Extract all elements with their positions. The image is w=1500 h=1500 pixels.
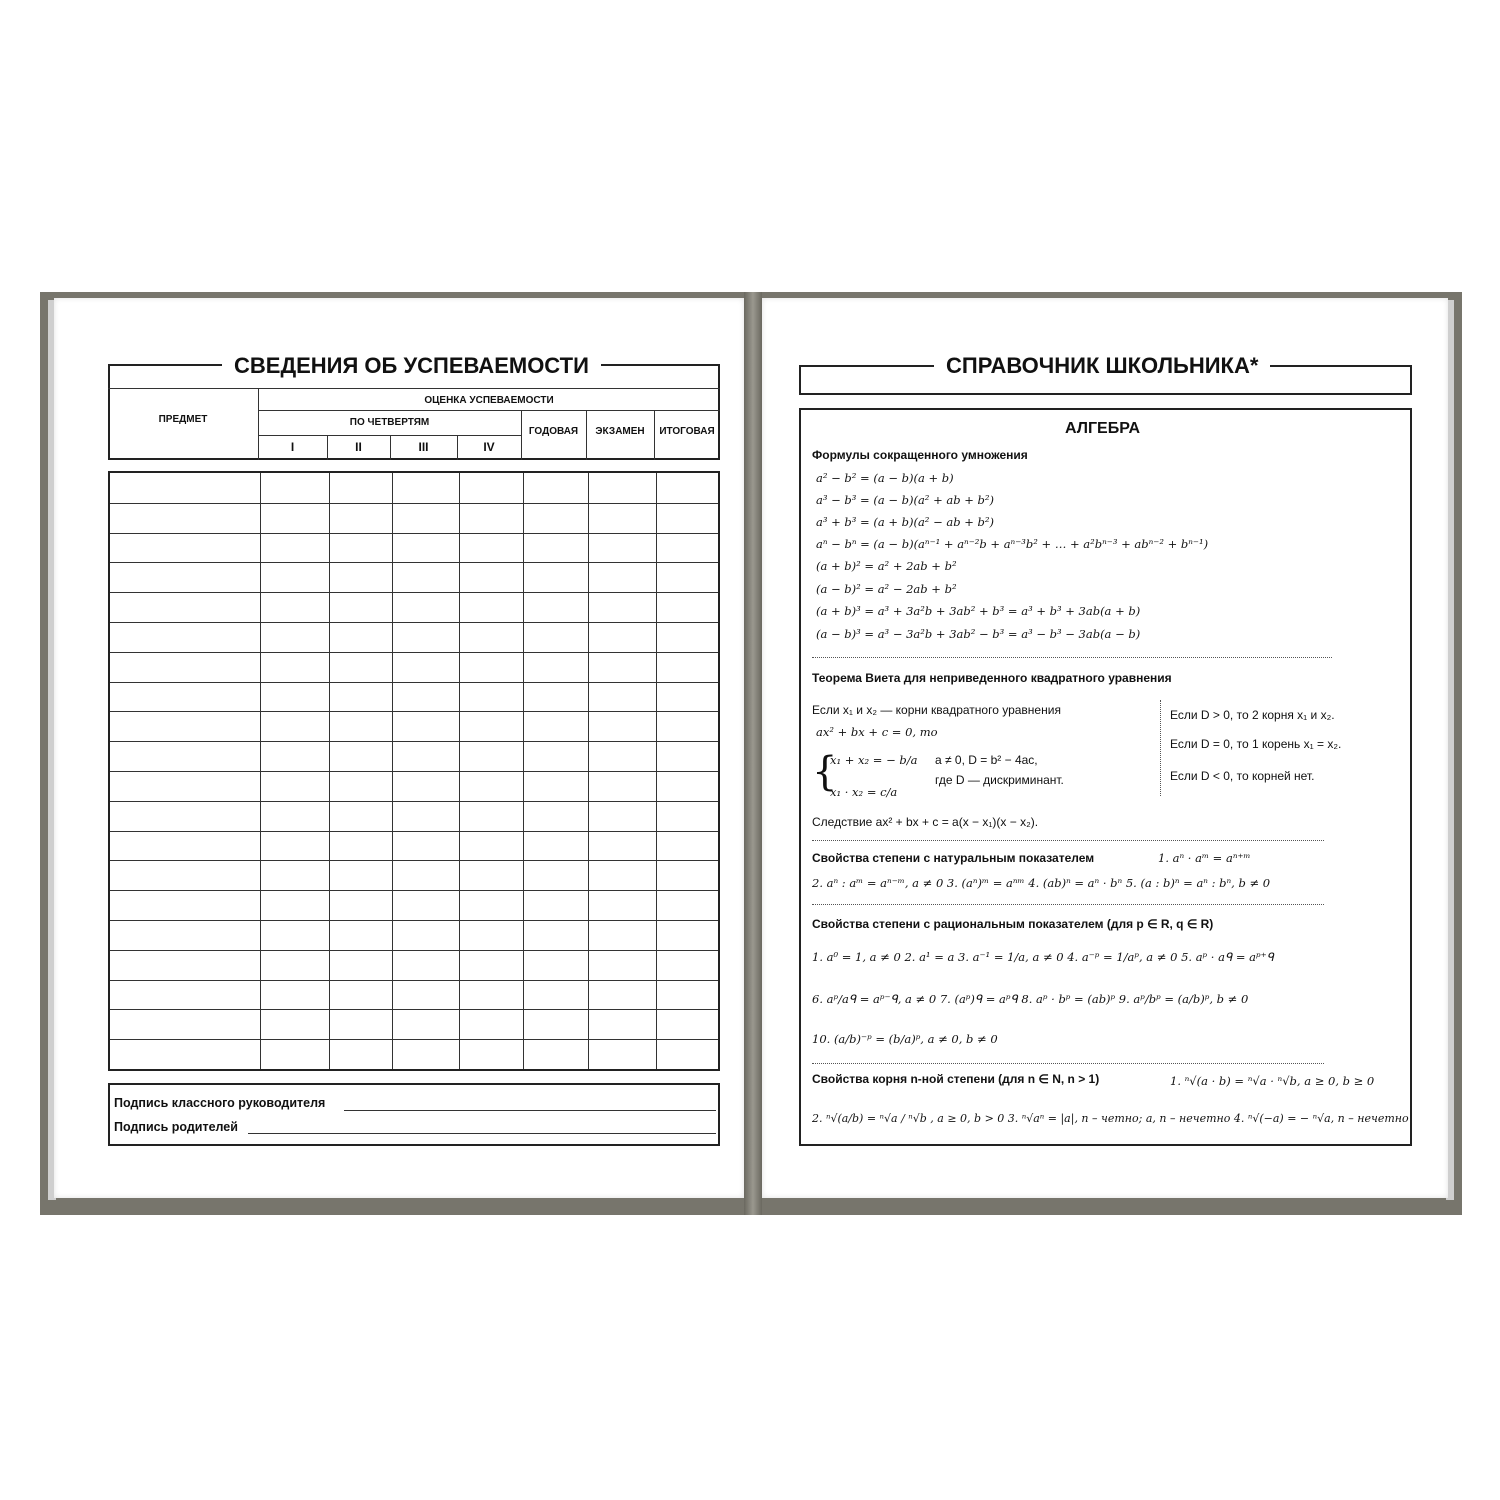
yearly-header: ГОДОВАЯ bbox=[528, 426, 579, 437]
parents-signature-line bbox=[248, 1133, 716, 1134]
grid-column-line bbox=[656, 473, 657, 1069]
grid-column-line bbox=[459, 473, 460, 1069]
rational-power-line-2: 6. aᵖ/aᑫ = aᵖ⁻ᑫ, a ≠ 0 7. (aᵖ)ᑫ = aᵖᑫ 8. aᵖ · bᵖ = (ab)ᵖ 9. aᵖ/bᵖ = (a/b)ᵖ, b ≠ 0 bbox=[812, 992, 1249, 1006]
grid-row-line bbox=[110, 652, 718, 653]
discriminant-positive: Если D > 0, то 2 корня x₁ и x₂. bbox=[1170, 708, 1335, 722]
grid-row-line bbox=[110, 622, 718, 623]
root-title: Свойства корня n-ной степени (для n ∈ N, n > 1) bbox=[812, 1072, 1100, 1086]
discriminant-zero: Если D = 0, то 1 корень x₁ = x₂. bbox=[1170, 737, 1342, 751]
formula-1: a² − b² = (a − b)(a + b) bbox=[816, 471, 954, 485]
grid-row-line bbox=[110, 890, 718, 891]
quarter-1-header: I bbox=[290, 440, 295, 454]
divider-2 bbox=[812, 840, 1324, 841]
grid-row-line bbox=[110, 1039, 718, 1040]
grid-row-line bbox=[110, 771, 718, 772]
left-page-title: СВЕДЕНИЯ ОБ УСПЕВАЕМОСТИ bbox=[222, 353, 601, 379]
formula-6: (a − b)² = a² − 2ab + b² bbox=[816, 582, 957, 596]
book-spine bbox=[744, 292, 762, 1215]
vieta-brace: { bbox=[812, 749, 838, 795]
subject-header: ПРЕДМЕТ bbox=[158, 414, 208, 425]
parents-signature-label: Подпись родителей bbox=[114, 1120, 238, 1134]
formula-7: (a + b)³ = a³ + 3a²b + 3ab² + b³ = a³ + b³ + 3ab(a + b) bbox=[816, 604, 1141, 618]
formula-4: aⁿ − bⁿ = (a − b)(aⁿ⁻¹ + aⁿ⁻²b + aⁿ⁻³b² + … + a²bⁿ⁻³ + abⁿ⁻² + bⁿ⁻¹) bbox=[816, 537, 1209, 551]
formula-2: a³ − b³ = (a − b)(a² + ab + b²) bbox=[816, 493, 994, 507]
teacher-signature-label: Подпись классного руководителя bbox=[114, 1096, 326, 1110]
vieta-condition-1: a ≠ 0, D = b² − 4ac, bbox=[935, 753, 1038, 767]
rational-power-line-3: 10. (a/b)⁻ᵖ = (b/a)ᵖ, a ≠ 0, b ≠ 0 bbox=[812, 1032, 998, 1046]
teacher-signature-line bbox=[344, 1110, 716, 1111]
root-formula-1: 1. ⁿ√(a · b) = ⁿ√a · ⁿ√b, a ≥ 0, b ≥ 0 bbox=[1170, 1074, 1375, 1088]
exam-header: ЭКЗАМЕН bbox=[595, 426, 645, 437]
grid-row-line bbox=[110, 562, 718, 563]
algebra-title: АЛГЕБРА bbox=[1065, 420, 1141, 437]
grid-row-line bbox=[110, 920, 718, 921]
quarters-header: ПО ЧЕТВЕРТЯМ bbox=[349, 417, 430, 428]
grid-row-line bbox=[110, 741, 718, 742]
right-page-title: СПРАВОЧНИК ШКОЛЬНИКА* bbox=[934, 353, 1270, 379]
grid-row-line bbox=[110, 533, 718, 534]
grades-header: ОЦЕНКА УСПЕВАЕМОСТИ bbox=[424, 395, 554, 406]
grid-row-line bbox=[110, 831, 718, 832]
signature-box bbox=[108, 1083, 720, 1146]
grid-column-line bbox=[329, 473, 330, 1069]
quarter-4-header: IV bbox=[483, 440, 495, 454]
vieta-product: x₁ · x₂ = c/a bbox=[830, 785, 898, 799]
grid-row-line bbox=[110, 1009, 718, 1010]
formula-8: (a − b)³ = a³ − 3a²b + 3ab² − b³ = a³ − b³ − 3ab(a − b) bbox=[816, 627, 1141, 641]
grid-row-line bbox=[110, 860, 718, 861]
root-formulas: 2. ⁿ√(a/b) = ⁿ√a / ⁿ√b , a ≥ 0, b > 0 3. ⁿ√aⁿ = |a|, n – четно; a, n – нечетно 4. ⁿ√(−a) = − ⁿ√a, n – нечетно bbox=[812, 1112, 1409, 1125]
grid-column-line bbox=[392, 473, 393, 1069]
natural-power-formulas: 2. aⁿ : aᵐ = aⁿ⁻ᵐ, a ≠ 0 3. (aⁿ)ᵐ = aⁿᵐ 4. (ab)ⁿ = aⁿ · bⁿ 5. (a : b)ⁿ = aⁿ : bⁿ, b ≠ 0 bbox=[812, 876, 1271, 890]
rational-power-line-1: 1. a⁰ = 1, a ≠ 0 2. a¹ = a 3. a⁻¹ = 1/a, a ≠ 0 4. a⁻ᵖ = 1/aᵖ, a ≠ 0 5. aᵖ · aᑫ = aᵖ⁺ᑫ bbox=[812, 950, 1274, 964]
vieta-title: Теорема Виета для неприведенного квадратного уравнения bbox=[812, 671, 1172, 685]
rational-power-title: Свойства степени с рациональным показателем (для p ∈ R, q ∈ R) bbox=[812, 917, 1214, 931]
natural-power-title: Свойства степени с натуральным показателем bbox=[812, 851, 1095, 865]
vieta-column-divider bbox=[1160, 700, 1161, 796]
divider-1 bbox=[812, 657, 1332, 658]
vieta-corollary: Следствие ax² + bx + c = a(x − x₁)(x − x₂). bbox=[812, 815, 1039, 829]
divider-4 bbox=[812, 1063, 1324, 1064]
natural-power-formula-1: 1. aⁿ · aᵐ = aⁿ⁺ᵐ bbox=[1158, 851, 1251, 865]
grid-row-line bbox=[110, 503, 718, 504]
quarter-2-header: II bbox=[355, 440, 362, 454]
grid-row-line bbox=[110, 801, 718, 802]
discriminant-negative: Если D < 0, то корней нет. bbox=[1170, 769, 1315, 783]
grid-row-line bbox=[110, 950, 718, 951]
vieta-equation: ax² + bx + c = 0, то bbox=[816, 725, 938, 739]
formula-3: a³ + b³ = (a + b)(a² − ab + b²) bbox=[816, 515, 994, 529]
grid-row-line bbox=[110, 980, 718, 981]
grid-column-line bbox=[588, 473, 589, 1069]
vieta-sum: x₁ + x₂ = − b/a bbox=[830, 753, 918, 767]
grid-row-line bbox=[110, 711, 718, 712]
grades-grid bbox=[108, 471, 720, 1071]
grid-column-line bbox=[523, 473, 524, 1069]
quarter-3-header: III bbox=[418, 440, 429, 454]
formula-5: (a + b)² = a² + 2ab + b² bbox=[816, 559, 957, 573]
grid-row-line bbox=[110, 682, 718, 683]
short-mult-title: Формулы сокращенного умножения bbox=[812, 448, 1028, 462]
grid-column-line bbox=[260, 473, 261, 1069]
vieta-condition-2: где D — дискриминант. bbox=[935, 773, 1064, 787]
final-header: ИТОГОВАЯ bbox=[659, 426, 715, 437]
vieta-if-line: Если x₁ и x₂ — корни квадратного уравнения bbox=[812, 703, 1061, 717]
grid-row-line bbox=[110, 592, 718, 593]
divider-3 bbox=[812, 904, 1324, 905]
